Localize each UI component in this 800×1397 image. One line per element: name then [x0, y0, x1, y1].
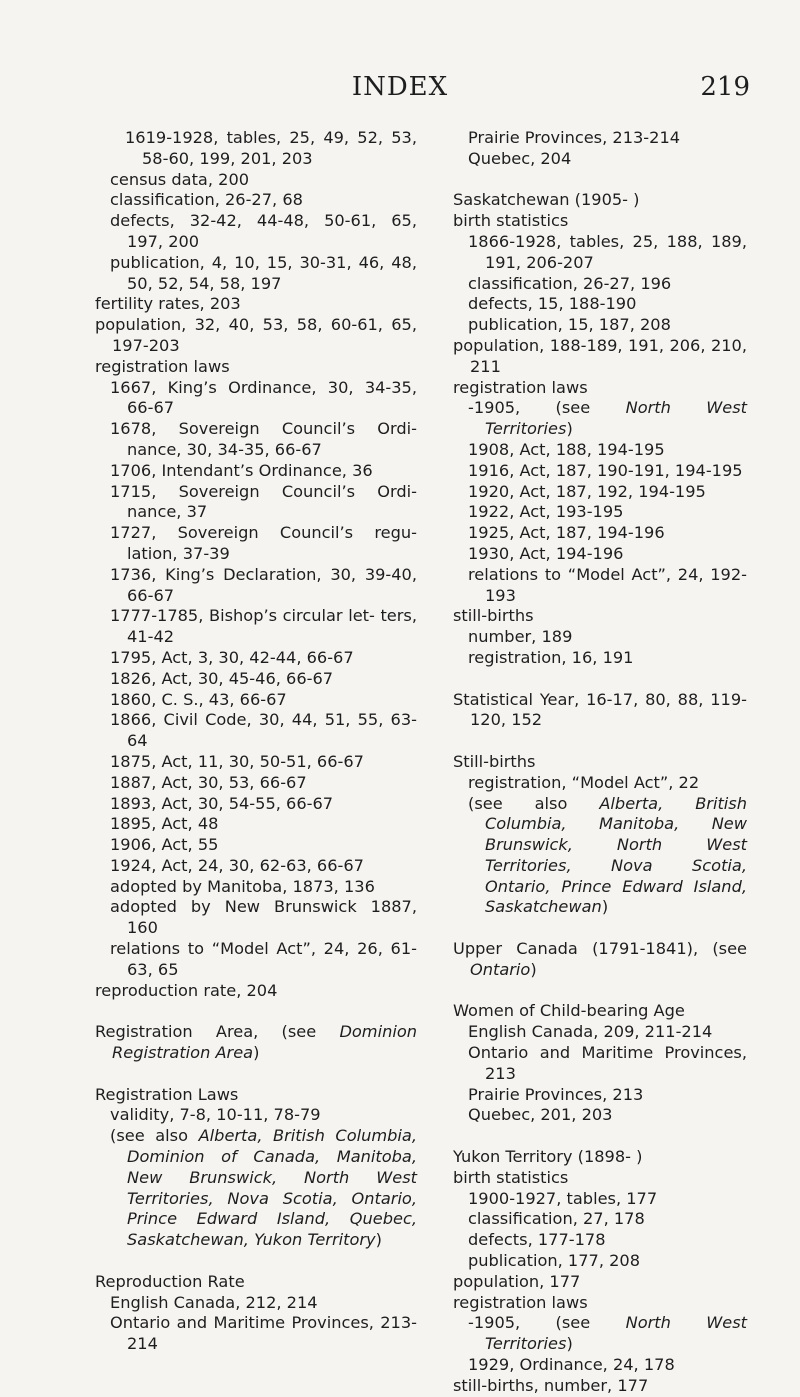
index-subentry: census data, 200	[110, 169, 250, 189]
index-entry-yukon: Yukon Territory (1898- )	[453, 1147, 643, 1167]
entry-text: Upper Canada (1791-1841), (see	[453, 939, 747, 959]
index-subentry: validity, 7-8, 10-11, 78-79	[110, 1105, 321, 1125]
entry-text: )	[566, 1334, 573, 1354]
index-subentry: 1908, Act, 188, 194-195	[468, 439, 665, 459]
index-subentry: 1922, Act, 193-195	[468, 502, 624, 522]
index-subentry: population, 177	[453, 1271, 581, 1291]
index-subentry: defects, 32-42, 44-48, 50-61, 65, 197, 200	[110, 211, 417, 251]
entry-text: )	[566, 419, 573, 439]
index-subentry: English Canada, 212, 214	[110, 1292, 318, 1312]
index-subentry: registration laws	[453, 1292, 588, 1312]
index-subentry: publication, 4, 10, 15, 30-31, 46, 48, 50, 52, 54, 58, 197	[110, 252, 417, 293]
right-column	[453, 128, 747, 1397]
index-subentry: Quebec, 201, 203	[468, 1105, 613, 1125]
index-entry-registration-laws: Registration Laws	[95, 1084, 239, 1104]
index-subentry: registration laws	[453, 377, 588, 397]
index-subentry: 1667, King’s Ordinance, 30, 34-35, 66-67	[110, 377, 417, 418]
entry-text: Registration Area, (see	[95, 1022, 340, 1042]
index-subentry: English Canada, 209, 211-214	[468, 1022, 713, 1042]
index-subentry: 1706, Intendant’s Ordinance, 36	[110, 460, 373, 480]
index-entry-women: Women of Child-bearing Age	[453, 1001, 685, 1021]
index-subentry: 1678, Sovereign Council’s Ordi- nance, 30, 34-35, 66-67	[110, 419, 417, 459]
entry-text: )	[601, 897, 609, 917]
index-entry: registration laws	[95, 356, 230, 376]
entry-text: (see also	[110, 1126, 199, 1146]
index-subentry: 1916, Act, 187, 190-191, 194-195	[468, 460, 743, 480]
index-subentry: 1893, Act, 30, 54-55, 66-67	[110, 793, 334, 813]
index-subentry: Ontario and Maritime Provinces, 213	[468, 1043, 747, 1083]
index-subentry: 1875, Act, 11, 30, 50-51, 66-67	[110, 751, 364, 771]
index-subentry: 1900-1927, tables, 177	[468, 1188, 658, 1208]
index-subentry: 1736, King’s Declaration, 30, 39-40, 66-67	[110, 564, 417, 605]
index-subentry: birth statistics	[453, 1167, 569, 1187]
index-subentry: defects, 15, 188-190	[468, 294, 637, 314]
index-subentry: 1924, Act, 24, 30, 62-63, 66-67	[110, 855, 364, 875]
page-title: INDEX	[351, 72, 449, 102]
see-reference: Dominion Registration Area	[112, 1022, 417, 1063]
see-reference: Alberta, British Columbia, Manitoba, New Brunswick, North West Territories, Nova Scotia, Ontario, Prince Edward Island, Saskatchewan	[485, 793, 747, 917]
index-subentry: 1795, Act, 3, 30, 42-44, 66-67	[110, 647, 354, 667]
index-subentry: publication, 177, 208	[468, 1251, 641, 1271]
entry-text: -1905, (see	[468, 1313, 626, 1333]
index-subentry: still-births, number, 177	[453, 1375, 649, 1395]
index-subentry: 1860, C. S., 43, 66-67	[110, 689, 287, 709]
index-entry: reproduction rate, 204	[95, 980, 278, 1000]
index-subentry: 1925, Act, 187, 194-196	[468, 523, 665, 543]
index-subentry: classification, 26-27, 68	[110, 190, 303, 210]
index-subentry: 1895, Act, 48	[110, 814, 219, 834]
see-reference: Ontario	[470, 959, 531, 979]
index-subentry: 1906, Act, 55	[110, 835, 219, 855]
see-reference: North West Territories	[485, 1313, 747, 1354]
index-subentry: 1715, Sovereign Council’s Ordi- nance, 37	[110, 481, 417, 522]
index-subentry: 1619-1928, tables, 25, 49, 52, 53, 58-60, 199, 201, 203	[125, 128, 417, 168]
index-subentry: 1866, Civil Code, 30, 44, 51, 55, 63-64	[110, 710, 417, 751]
index-subentry: registration, “Model Act”, 22	[468, 772, 700, 792]
index-entry: population, 32, 40, 53, 58, 60-61, 65, 197-203	[95, 315, 417, 355]
page-number: 219	[700, 72, 750, 102]
index-subentry: 1930, Act, 194-196	[468, 543, 624, 563]
index-subentry: 1727, Sovereign Council’s regu- lation, 37-39	[110, 523, 417, 563]
index-entry-saskatchewan: Saskatchewan (1905- )	[453, 190, 640, 210]
index-subentry: Prairie Provinces, 213	[468, 1084, 644, 1104]
index-subentry: 1920, Act, 187, 192, 194-195	[468, 481, 706, 501]
index-entry-still-births: Still-births	[453, 751, 536, 771]
see-reference: North West Territories	[485, 398, 747, 439]
index-subentry: defects, 177-178	[468, 1230, 606, 1250]
index-subentry	[468, 1313, 747, 1355]
index-entry-upper-canada	[453, 939, 747, 981]
entry-text: (see also	[468, 793, 600, 813]
index-subentry: relations to “Model Act”, 24, 26, 61-63, 65	[110, 939, 417, 979]
index-subentry: Prairie Provinces, 213-214	[468, 128, 681, 147]
page-header	[0, 72, 800, 112]
index-subentry: number, 189	[468, 627, 573, 647]
index-subentry: classification, 27, 178	[468, 1209, 645, 1229]
index-subentry: Quebec, 204	[468, 148, 572, 168]
index-subentry: adopted by Manitoba, 1873, 136	[110, 876, 375, 896]
index-subentry	[468, 398, 747, 440]
entry-text: )	[375, 1230, 382, 1250]
entry-text: -1905, (see	[468, 398, 626, 418]
index-subentry: Ontario and Maritime Provinces, 213-214	[110, 1313, 417, 1354]
index-subentry: 1826, Act, 30, 45-46, 66-67	[110, 668, 334, 688]
index-subentry: adopted by New Brunswick 1887, 160	[110, 897, 417, 938]
index-entry-registration-area	[95, 1022, 417, 1064]
index-entry-statistical-year: Statistical Year, 16-17, 80, 88, 119-120, 152	[453, 689, 747, 730]
index-subentry: registration, 16, 191	[468, 647, 634, 667]
index-subentry: 1777-1785, Bishop’s circular let- ters, 41-42	[110, 606, 417, 647]
entry-text: )	[253, 1043, 260, 1063]
index-subentry: publication, 15, 187, 208	[468, 315, 671, 335]
index-entry: fertility rates, 203	[95, 294, 241, 314]
index-subentry: birth statistics	[453, 211, 569, 231]
left-column	[95, 128, 417, 1355]
index-subentry: relations to “Model Act”, 24, 192-193	[468, 564, 747, 605]
index-subentry: 1929, Ordinance, 24, 178	[468, 1355, 675, 1375]
index-subentry: 1866-1928, tables, 25, 188, 189, 191, 206-207	[468, 231, 747, 272]
index-see-also	[468, 794, 747, 919]
index-entry-reproduction-rate: Reproduction Rate	[95, 1271, 245, 1291]
index-see-also	[110, 1126, 417, 1251]
left-entry-list	[95, 128, 417, 1001]
index-subentry: 1887, Act, 30, 53, 66-67	[110, 772, 307, 792]
index-subentry: still-births	[453, 606, 534, 626]
index-subentry: population, 188-189, 191, 206, 210, 211	[453, 335, 747, 376]
see-reference: Alberta, British Columbia, Dominion of Canada, Manitoba, New Brunswick, North West Territories, Nova Scotia, Ontario, Prince Edward Island, Quebec, Saskatchewan, Yukon Territory	[127, 1126, 417, 1250]
entry-text: )	[530, 959, 537, 979]
index-subentry: classification, 26-27, 196	[468, 273, 672, 293]
